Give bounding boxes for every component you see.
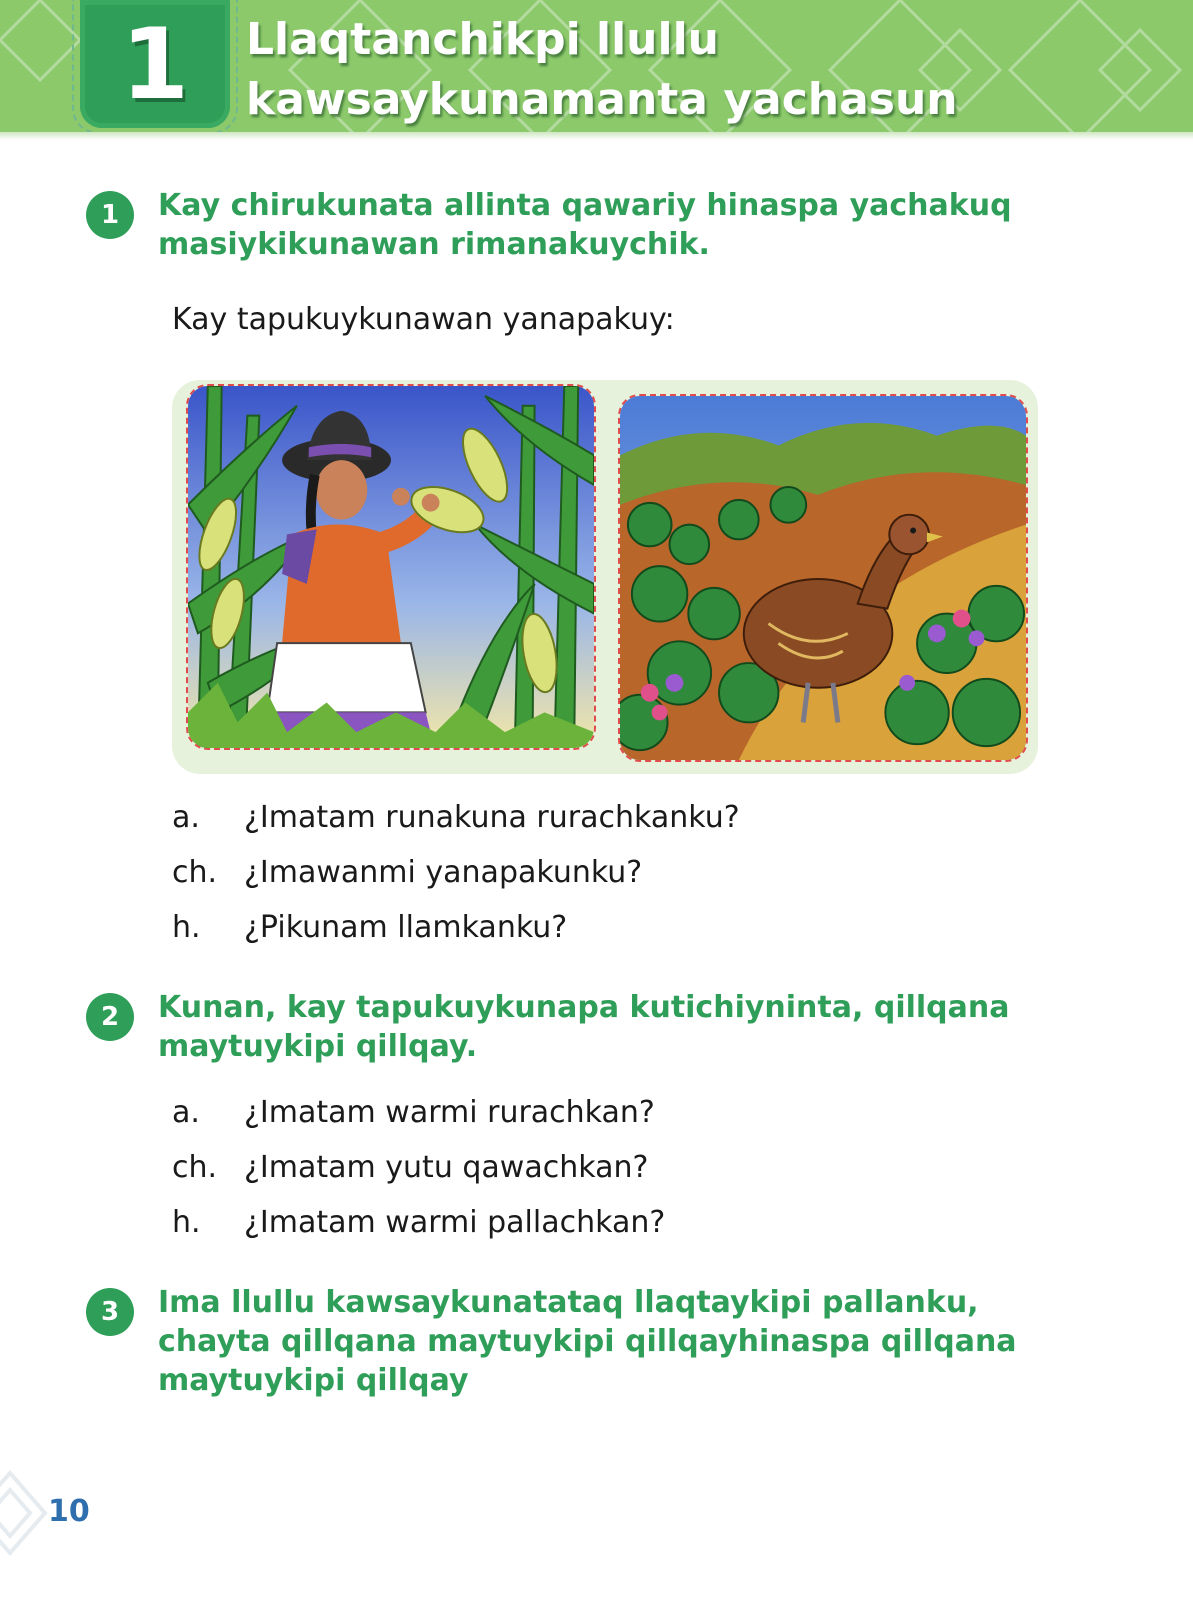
woman-harvesting-corn-image — [188, 386, 594, 748]
activity-3-instruction-line-2: chayta qillqana maytuykipi qillqayhinaspa qillqana — [158, 1324, 1017, 1359]
header-shadow — [0, 132, 1193, 140]
activity-1-intro: Kay tapukuykunawan yanapakuy: — [172, 302, 675, 337]
activity-1-instruction-line-2: masiykikunawan rimanakuychik. — [158, 227, 710, 262]
activity-3-badge: 3 — [86, 1288, 134, 1336]
question-letter: h. — [172, 910, 201, 945]
unit-title-line-1: Llaqtanchikpi llullu — [246, 14, 719, 65]
activity-1-instruction-line-1: Kay chirukunata allinta qawariy hinaspa yachakuq — [158, 188, 1012, 223]
activity-2-instruction-line-1: Kunan, kay tapukuykunapa kutichiyninta, qillqana — [158, 990, 1010, 1025]
partridge-in-potato-field-illustration — [618, 394, 1028, 762]
activity-2-instruction-line-2: maytuykipi qillqay. — [158, 1029, 478, 1064]
question-text: ¿Imawanmi yanapakunku? — [244, 855, 643, 890]
unit-header — [0, 0, 1193, 138]
unit-title — [246, 10, 1166, 130]
woman-harvesting-corn-illustration — [186, 384, 596, 750]
corner-diamond-ornament — [0, 1468, 50, 1558]
question-text: ¿Imatam yutu qawachkan? — [244, 1150, 649, 1185]
activity-3-instruction-line-1: Ima llullu kawsaykunatataq llaqtaykipi pallanku, — [158, 1285, 979, 1320]
page-number: 10 — [48, 1494, 90, 1529]
activity-1-instruction — [158, 186, 1058, 264]
question-text: ¿Pikunam llamkanku? — [244, 910, 568, 945]
illustration-panel — [172, 380, 1038, 774]
activity-3-instruction-line-3: maytuykipi qillqay — [158, 1363, 469, 1398]
question-letter: h. — [172, 1205, 201, 1240]
question-letter: a. — [172, 800, 200, 835]
activity-2-badge: 2 — [86, 993, 134, 1041]
question-letter: ch. — [172, 855, 218, 890]
partridge-in-potato-field-image — [620, 396, 1026, 760]
unit-title-line-2: kawsaykunamanta yachasun — [246, 74, 958, 125]
question-text: ¿Imatam runakuna rurachkanku? — [244, 800, 740, 835]
activity-3-instruction — [158, 1283, 1058, 1400]
activity-1-badge: 1 — [86, 191, 134, 239]
question-text: ¿Imatam warmi rurachkan? — [244, 1095, 655, 1130]
question-text: ¿Imatam warmi pallachkan? — [244, 1205, 666, 1240]
question-letter: a. — [172, 1095, 200, 1130]
activity-2-instruction — [158, 988, 1058, 1066]
unit-number: 1 — [120, 8, 190, 122]
question-letter: ch. — [172, 1150, 218, 1185]
